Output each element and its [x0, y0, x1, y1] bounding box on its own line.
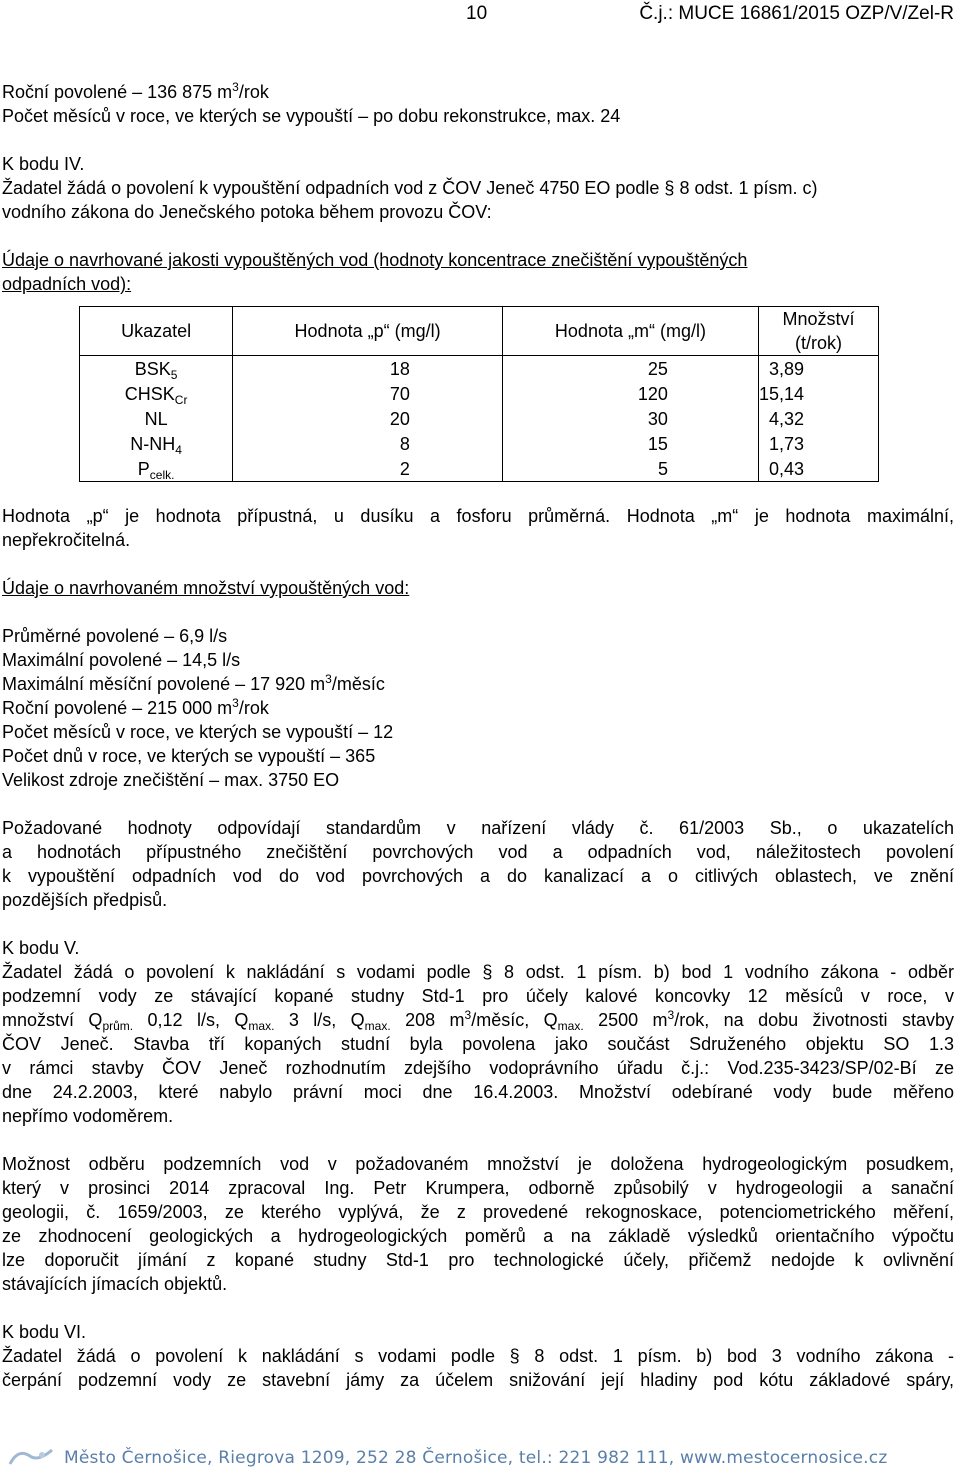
- requirements-line-3: k vypouštění odpadních vod do vod povrchových a do kanalizací a o citlivých oblastech, ve znění: [2, 866, 954, 886]
- section-iv-intro-line-1: Žadatel žádá o povolení k vypouštění odpadních vod z ČOV Jeneč 4750 EO podle § 8 odst. 1 písm. c): [2, 178, 818, 198]
- amount-heading: Údaje o navrhovaném množství vypouštěných vod:: [2, 578, 410, 598]
- section-vi-line-2: čerpání podzemní vody ze stavební jámy za účelem snižování její hladiny pod kótu základové spáry,: [2, 1370, 954, 1390]
- value-p-cell: 20: [233, 406, 503, 431]
- section-v-p2-line-1: Možnost odběru podzemních vod v požadovaném množství je doložena hydrogeologickým posudkem,: [2, 1154, 954, 1174]
- value-p-cell: 70: [233, 381, 503, 406]
- value-m-cell: 120: [502, 381, 758, 406]
- quantity-cell: 0,43: [758, 456, 878, 482]
- table-row: [80, 431, 879, 456]
- section-v-heading: K bodu V.: [2, 938, 80, 958]
- section-v-p2-line-5: lze doporučit jímání z kopané studny Std-1 pro technologické účely, přičemž nedojde k ovlivnění: [2, 1250, 954, 1270]
- section-v-p1-line-6: dne 24.2.2003, které nabylo právní moci dne 16.4.2003. Množství odebírané vody bude měřeno: [2, 1082, 954, 1102]
- note-line-1: Hodnota „p“ je hodnota přípustná, u dusíku a fosforu průměrná. Hodnota „m“ je hodnota maximální,: [2, 506, 954, 526]
- quantity-cell: 1,73: [758, 431, 878, 456]
- footer-address: Město Černošice, Riegrova 1209, 252 28 Černošice, tel.: 221 982 111, www.mestocernosice.cz: [64, 1448, 888, 1468]
- annual-permitted-line: Roční povolené – 136 875 $m^3$/rok: [2, 80, 269, 102]
- section-v-p1-line-1: Žadatel žádá o povolení k nakládání s vodami podle § 8 odst. 1 písm. b) bod 1 vodního zákona - odběr: [2, 962, 954, 982]
- note-line-2: nepřekročitelná.: [2, 530, 131, 550]
- amount-monthly-max: Maximální měsíční povolené – 17 920 $m^3$/měsíc: [2, 672, 385, 694]
- table-row: [80, 406, 879, 431]
- town-logo-icon: [8, 1446, 54, 1466]
- section-v-p2-line-3: geologii, č. 1659/2003, ze kterého vyplývá, že z provedené rekognoskace, potenciometrického měření,: [2, 1202, 954, 1222]
- indicator-cell: $BSK_5$: [80, 356, 233, 382]
- table-row: [80, 381, 879, 406]
- indicator-cell: $CHSK_{Cr}$: [80, 381, 233, 406]
- section-v-p2-line-4: ze zhodnocení geologických a hydrogeologických poměrů a na základě výsledků orientačního výpočtu: [2, 1226, 954, 1246]
- page-footer: [0, 1446, 960, 1483]
- section-vi-heading: K bodu VI.: [2, 1322, 87, 1342]
- quantity-cell: 3,89: [758, 356, 878, 382]
- value-p-cell: 2: [233, 456, 503, 482]
- indicator-cell: $P_{celk.}$: [80, 456, 233, 482]
- section-iv-intro-line-2: vodního zákona do Jenečského potoka během provozu ČOV:: [2, 202, 492, 222]
- value-p-cell: 18: [233, 356, 503, 382]
- section-vi-line-1: Žadatel žádá o povolení k nakládání s vodami podle § 8 odst. 1 písm. b) bod 3 vodního zákona -: [2, 1346, 954, 1366]
- amount-average: Průměrné povolené – 6,9 l/s: [2, 626, 228, 646]
- amount-annual: Roční povolené – 215 000 $m^3$/rok: [2, 696, 269, 718]
- value-m-cell: 25: [502, 356, 758, 382]
- value-m-cell: 5: [502, 456, 758, 482]
- amount-months: Počet měsíců v roce, ve kterých se vypouští – 12: [2, 722, 394, 742]
- section-v-p1-line-5: v rámci stavby ČOV Jeneč rozhodnutím zdejšího vodoprávního úřadu č.j.: Vod.235-3423/SP/02-Bí ze: [2, 1058, 954, 1078]
- table-header-cell: Hodnota „m“ (mg/l): [502, 307, 758, 356]
- table-header-cell: Ukazatel: [80, 307, 233, 356]
- section-v-p1-line-2: podzemní vody ze stávající kopané studny Std-1 pro účely kalové koncovky 12 měsíců v roce, v: [2, 986, 954, 1006]
- section-v-p1-line-7: nepřímo vodoměrem.: [2, 1106, 174, 1126]
- value-p-cell: 8: [233, 431, 503, 456]
- quality-heading-line-1: Údaje o navrhované jakosti vypouštěných vod (hodnoty koncentrace znečištění vypouštěných: [2, 250, 748, 270]
- section-v-p2-line-6: stávajících jímacích objektů.: [2, 1274, 228, 1294]
- value-m-cell: 30: [502, 406, 758, 431]
- page-header: [0, 2, 960, 28]
- page-number: 10: [466, 3, 488, 24]
- indicator-cell: $N-NH_4$: [80, 431, 233, 456]
- requirements-line-1: Požadované hodnoty odpovídají standardům v nařízení vlády č. 61/2003 Sb., o ukazatelích: [2, 818, 954, 838]
- value-m-cell: 15: [502, 431, 758, 456]
- table-row: [80, 356, 879, 382]
- amount-source-size: Velikost zdroje znečištění – max. 3750 EO: [2, 770, 340, 790]
- section-v-p1-line-4: ČOV Jeneč. Stavba tří kopaných studní byla povolena jako součást Sdruženého objektu SO 1.3: [2, 1034, 954, 1054]
- table-row: [80, 456, 879, 482]
- document-body: [2, 80, 954, 1392]
- table-header-row: [80, 307, 879, 356]
- requirements-line-4: pozdějších předpisů.: [2, 890, 168, 910]
- amount-days: Počet dnů v roce, ve kterých se vypouští – 365: [2, 746, 376, 766]
- table-header-cell: Hodnota „p“ (mg/l): [233, 307, 503, 356]
- amount-maximum: Maximální povolené – 14,5 l/s: [2, 650, 241, 670]
- section-iv-heading: K bodu IV.: [2, 154, 85, 174]
- document-reference: Č.j.: MUCE 16861/2015 OZP/V/Zel-R: [639, 3, 954, 24]
- months-discharge-line: Počet měsíců v roce, ve kterých se vypouští – po dobu rekonstrukce, max. 24: [2, 106, 621, 126]
- indicator-cell: NL: [80, 406, 233, 431]
- requirements-line-2: a hodnotách přípustného znečištění povrchových vod a odpadních vod, náležitostech povolení: [2, 842, 954, 862]
- quality-heading-line-2: odpadních vod):: [2, 274, 132, 294]
- quality-table: [79, 306, 879, 482]
- section-v-p2-line-2: který v prosinci 2014 zpracoval Ing. Petr Krumpera, odborně způsobilý v hydrogeologii a sanační: [2, 1178, 954, 1198]
- table-header-cell: Množství (t/rok): [758, 307, 878, 356]
- quantity-cell: 15,14: [758, 381, 878, 406]
- quantity-cell: 4,32: [758, 406, 878, 431]
- section-v-p1-line-3: množství $Q_{prům.}$ 0,12 l/s, $Q_{max.}$ 3 l/s, $Q_{max.}$ 208 $m^3$/měsíc, $Q_{max.}$ 2500 $m^3$/rok, na dobu životnosti stavby: [2, 1008, 954, 1033]
